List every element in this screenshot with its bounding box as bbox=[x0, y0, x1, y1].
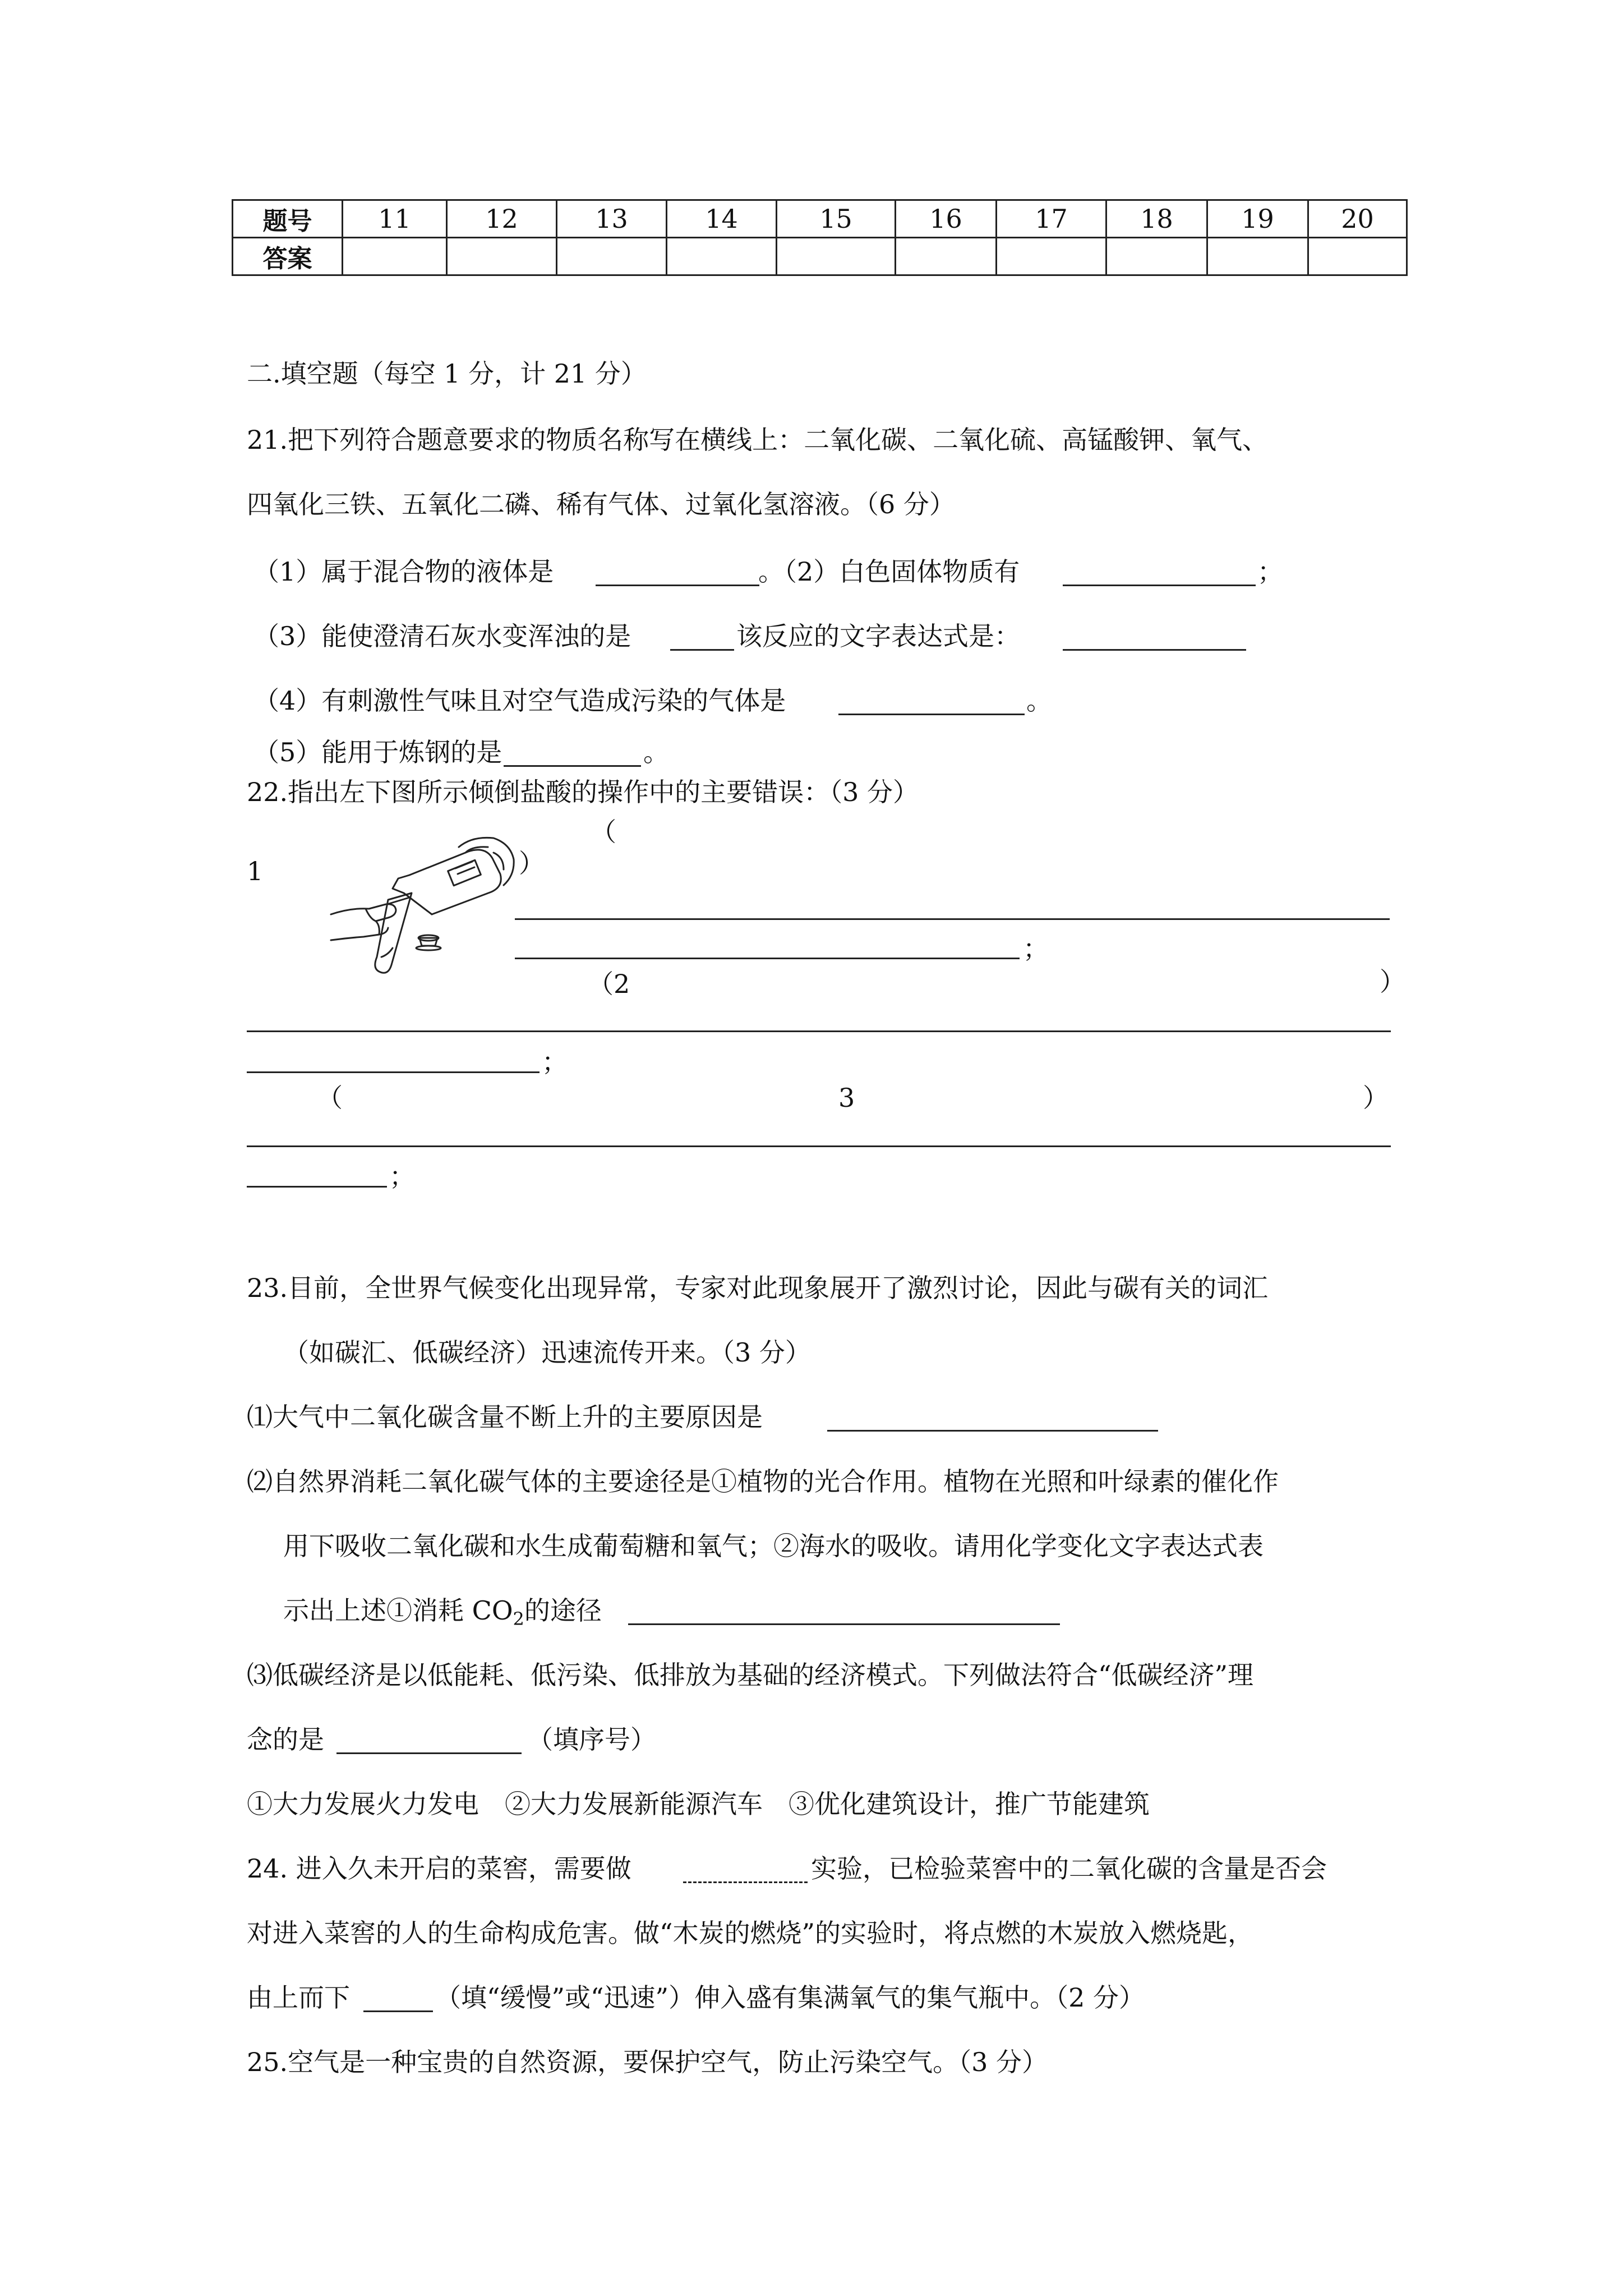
answer-cell[interactable] bbox=[667, 238, 777, 275]
q23-part1-text: ⑴大气中二氧化碳含量不断上升的主要原因是 bbox=[247, 1402, 763, 1432]
answer-cell[interactable] bbox=[1308, 238, 1407, 275]
q21-answer-blank-2[interactable] bbox=[1063, 585, 1256, 586]
q21-stem-line2: 四氧化三铁、五氧化二磷、稀有气体、过氧化氢溶液。（6 分） bbox=[247, 489, 955, 519]
q23-part2-line3 bbox=[283, 1595, 602, 1630]
q21-part4-period: 。 bbox=[1026, 685, 1052, 716]
answer-table bbox=[232, 199, 1408, 276]
answer-cell[interactable] bbox=[343, 238, 447, 275]
answer-cell[interactable] bbox=[1106, 238, 1207, 275]
q22-answer-line-1b[interactable] bbox=[515, 958, 1020, 959]
q22-item-3-close-paren: ） bbox=[1363, 1083, 1389, 1113]
answer-cell[interactable] bbox=[997, 238, 1106, 275]
q22-item-3-number: 3 bbox=[838, 1083, 855, 1113]
q22-answer-line-1a[interactable] bbox=[515, 918, 1390, 920]
table-row bbox=[233, 238, 1407, 275]
question-number-cell: 15 bbox=[777, 200, 896, 238]
q21-part1-text: （1）属于混合物的液体是 bbox=[253, 556, 554, 587]
q22-item-2-number: （2 bbox=[588, 969, 630, 999]
answer-cell[interactable] bbox=[447, 238, 557, 275]
answer-cell[interactable] bbox=[896, 238, 997, 275]
q21-part2-text: 。（2）白色固体物质有 bbox=[758, 556, 1020, 587]
q21-answer-blank-3[interactable] bbox=[670, 649, 734, 651]
question-number-cell: 19 bbox=[1207, 200, 1308, 238]
q21-answer-blank-6[interactable] bbox=[504, 765, 641, 767]
q22-semicolon-3: ； bbox=[389, 1161, 415, 1191]
q22-item-1-close-paren: ） bbox=[519, 848, 545, 878]
q24-line2: 对进入菜窖的人的生命构成危害。做“木炭的燃烧”的实验时，将点燃的木炭放入燃烧匙， bbox=[247, 1918, 1254, 1948]
q23-stem-line1: 23.目前，全世界气候变化出现异常，专家对此现象展开了激烈讨论，因此与碳有关的词汇 bbox=[247, 1273, 1269, 1303]
q23-answer-blank-1[interactable] bbox=[827, 1430, 1158, 1432]
q22-semicolon-2: ； bbox=[542, 1047, 568, 1077]
q23-stem-line2: （如碳汇、低碳经济）迅速流传开来。（3 分） bbox=[283, 1337, 811, 1368]
pouring-acid-into-test-tube-illustration bbox=[325, 830, 516, 982]
section-title: 二.填空题（每空 1 分，计 21 分） bbox=[247, 358, 647, 389]
q22-answer-line-3b[interactable] bbox=[247, 1186, 387, 1188]
q22-stem: 22.指出左下图所示倾倒盐酸的操作中的主要错误：（3 分） bbox=[247, 777, 919, 807]
q22-item-2-close-paren: ） bbox=[1380, 967, 1405, 997]
q22-item-1-number: 1 bbox=[247, 856, 264, 886]
q21-part4-text: （4）有刺激性气味且对空气造成污染的气体是 bbox=[253, 685, 786, 716]
co2-subscript: 2 bbox=[513, 1608, 524, 1630]
q21-part3-text: （3）能使澄清石灰水变浑浊的是 bbox=[253, 621, 631, 651]
q24-answer-blank-2[interactable] bbox=[363, 2010, 433, 2012]
q23-answer-blank-2[interactable] bbox=[628, 1623, 1060, 1625]
q23-part2-line2: 用下吸收二氧化碳和水生成葡萄糖和氧气；②海水的吸收。请用化学变化文字表达式表 bbox=[283, 1531, 1264, 1561]
q24-answer-blank-1[interactable] bbox=[683, 1881, 808, 1883]
q21-stem-line1: 21.把下列符合题意要求的物质名称写在横线上：二氧化碳、二氧化硫、高锰酸钾、氧气、 bbox=[247, 425, 1269, 455]
q22-answer-line-2b[interactable] bbox=[247, 1071, 540, 1073]
answer-cell[interactable] bbox=[777, 238, 896, 275]
q23-part3-line2-hint: （填序号） bbox=[527, 1724, 656, 1755]
question-number-cell: 17 bbox=[997, 200, 1106, 238]
q22-answer-line-2a[interactable] bbox=[247, 1030, 1391, 1032]
q22-semicolon-1: ； bbox=[1023, 933, 1049, 964]
question-number-cell: 20 bbox=[1308, 200, 1407, 238]
q24-line1-text: 24. 进入久未开启的菜窖，需要做 bbox=[247, 1853, 631, 1884]
q21-answer-blank-4[interactable] bbox=[1063, 649, 1246, 651]
answer-cell[interactable] bbox=[1207, 238, 1308, 275]
q23-options: ①大力发展火力发电 ②大力发展新能源汽车 ③优化建筑设计，推广节能建筑 bbox=[247, 1789, 1150, 1819]
q23-part3-line2-text: 念的是 bbox=[247, 1724, 324, 1755]
q25-stem: 25.空气是一种宝贵的自然资源，要保护空气，防止污染空气。（3 分） bbox=[247, 2047, 1048, 2077]
q21-answer-blank-5[interactable] bbox=[838, 714, 1025, 715]
question-number-cell: 11 bbox=[343, 200, 447, 238]
q24-line3-text: 由上而下 bbox=[247, 1982, 350, 2013]
table-row bbox=[233, 200, 1407, 238]
q23-part2-line1: ⑵自然界消耗二氧化碳气体的主要途径是①植物的光合作用。植物在光照和叶绿素的催化作 bbox=[247, 1466, 1279, 1497]
question-number-cell: 16 bbox=[896, 200, 997, 238]
q23-answer-blank-3[interactable] bbox=[336, 1752, 522, 1754]
q22-answer-line-3a[interactable] bbox=[247, 1145, 1391, 1147]
q24-line1-suffix: 实验，已检验菜窖中的二氧化碳的含量是否会 bbox=[811, 1853, 1327, 1884]
row-label-question-number: 题号 bbox=[233, 200, 343, 238]
question-number-cell: 13 bbox=[557, 200, 667, 238]
q23-part2-line3-suffix: 的途径 bbox=[524, 1595, 602, 1626]
question-number-cell: 14 bbox=[667, 200, 777, 238]
q21-answer-blank-1[interactable] bbox=[596, 585, 759, 586]
row-label-answer: 答案 bbox=[233, 238, 343, 275]
question-number-cell: 12 bbox=[447, 200, 557, 238]
q22-open-paren: （ bbox=[591, 817, 616, 847]
q21-semicolon: ； bbox=[1257, 556, 1283, 587]
q23-part3-line1: ⑶低碳经济是以低能耗、低污染、低排放为基础的经济模式。下列做法符合“低碳经济”理 bbox=[247, 1660, 1254, 1690]
q22-item-3-open-paren: （ bbox=[317, 1083, 343, 1113]
answer-cell[interactable] bbox=[557, 238, 667, 275]
q21-part3-equation-label: 该反应的文字表达式是： bbox=[736, 621, 1020, 651]
q24-line3-suffix: （填“缓慢”或“迅速”）伸入盛有集满氧气的集气瓶中。（2 分） bbox=[435, 1982, 1145, 2013]
q23-part2-line3-text: 示出上述①消耗 CO bbox=[283, 1595, 513, 1626]
q21-part5-text: （5）能用于炼钢的是 bbox=[253, 737, 502, 767]
question-number-cell: 18 bbox=[1106, 200, 1207, 238]
q21-part5-period: 。 bbox=[643, 737, 669, 767]
